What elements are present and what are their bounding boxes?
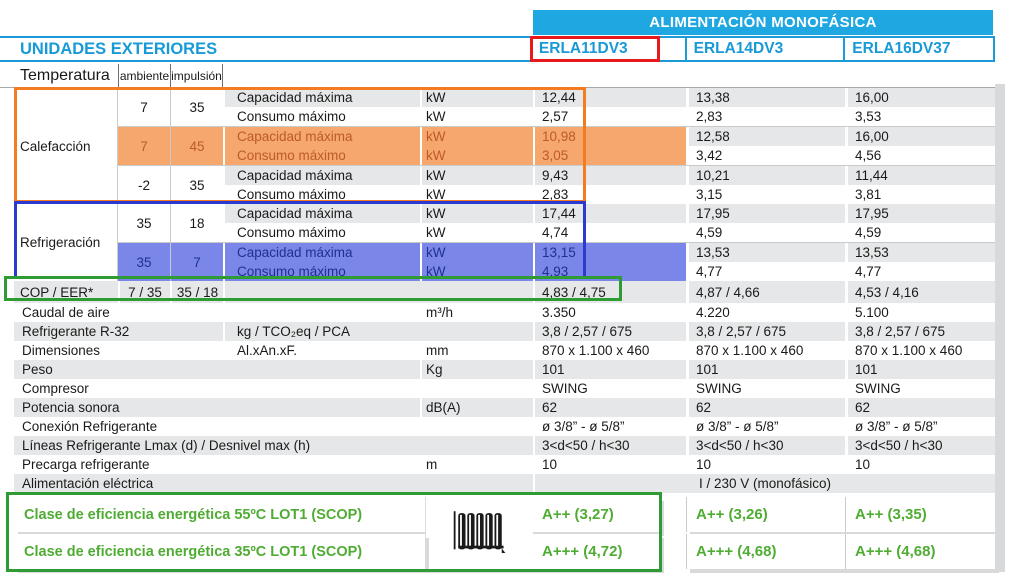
- cell-desc: Consumo máximo: [223, 146, 420, 165]
- table-row: [223, 204, 995, 223]
- cell-value: 2,83: [686, 107, 845, 126]
- cell-value: 4,93: [533, 262, 686, 281]
- cell-unit: kW: [420, 223, 533, 242]
- spec-row: [14, 322, 995, 341]
- spec-row: [14, 379, 995, 398]
- cell-desc: Consumo máximo: [223, 223, 420, 242]
- ambient-temp: 35: [136, 215, 152, 231]
- table-row: [223, 243, 995, 262]
- flow-temp: 35: [170, 88, 223, 126]
- cell-unit: dB(A): [420, 398, 533, 417]
- spec-row: [14, 360, 995, 379]
- cell-desc: Al.xAn.xF.: [223, 341, 420, 360]
- spec-label: Refrigerante R-32: [22, 324, 130, 339]
- cell-desc: Capacidad máxima: [223, 243, 420, 262]
- cell-value: 10: [845, 455, 995, 474]
- spec-label: Conexión Refrigerante: [22, 419, 158, 434]
- cell-value: ø 3/8” - ø 5/8”: [686, 417, 845, 436]
- flow-temp: 18: [170, 204, 223, 242]
- spec-row: [14, 398, 995, 417]
- cell-value: SWING: [686, 379, 845, 398]
- cell-desc: Capacidad máxima: [223, 204, 420, 223]
- cell-value: 2,57: [533, 107, 686, 126]
- spec-label: Dimensiones: [22, 343, 101, 358]
- cell-unit: mm: [420, 341, 533, 360]
- temperature-header-row: [0, 64, 995, 88]
- cell-desc: Capacidad máxima: [223, 127, 420, 146]
- models-row: [0, 36, 995, 62]
- flow-temp: 35: [170, 166, 223, 204]
- table-row: [223, 166, 995, 185]
- spec-label: Caudal de aire: [22, 305, 110, 320]
- cell-value: 4,77: [686, 262, 845, 281]
- cell-unit: m³/h: [420, 303, 533, 322]
- table-row: [223, 88, 995, 107]
- cell-value: 3<d<50 / h<30: [533, 436, 686, 455]
- power-supply-header: ALIMENTACIÓN MONOFÁSICA: [533, 10, 993, 35]
- cell-value: 101: [533, 360, 686, 379]
- cell-value: 3,8 / 2,57 / 675: [845, 322, 995, 341]
- cell-unit: kW: [420, 166, 533, 185]
- spec-row: [14, 341, 995, 360]
- cell-value: 4,83 / 4,75: [533, 281, 686, 303]
- cell-value: 13,53: [845, 243, 995, 262]
- cell-value: 17,95: [845, 204, 995, 223]
- heating-section: [14, 88, 995, 204]
- flow-temp: 7: [170, 243, 223, 281]
- cell-value: 62: [686, 398, 845, 417]
- cell-unit: kW: [420, 185, 533, 204]
- efficiency-value: A++ (3,27): [533, 497, 660, 532]
- efficiency-section: [14, 497, 995, 569]
- cooling-group-highlighted: [118, 242, 995, 281]
- cell-value: 10: [686, 455, 845, 474]
- spec-label: Peso: [22, 362, 53, 377]
- cell-value: 16,00: [845, 127, 995, 146]
- model-name: ERLA16DV37: [843, 38, 993, 60]
- cell-value: SWING: [845, 379, 995, 398]
- table-row: [223, 127, 995, 146]
- cell-value: 10: [533, 455, 686, 474]
- cell-value: 4,53 / 4,16: [845, 281, 995, 303]
- cell-value: 3,81: [845, 185, 995, 204]
- cell-value: 16,00: [845, 88, 995, 107]
- cop-eer-row: [14, 281, 995, 303]
- ambient-temp: 35: [118, 243, 170, 281]
- table-row: [223, 262, 995, 281]
- cell-value: 870 x 1.100 x 460: [686, 341, 845, 360]
- cell-value: 11,44: [845, 166, 995, 185]
- spec-row: [14, 436, 995, 455]
- spec-label: Alimentación eléctrica: [22, 476, 154, 491]
- ambient-temp: 7: [118, 127, 170, 165]
- ambient-temp: 7: [140, 99, 148, 115]
- spec-row: [14, 474, 995, 493]
- cell-unit: kW: [420, 243, 533, 262]
- table-row: [223, 223, 995, 242]
- efficiency-value: A+++ (4,68): [686, 534, 845, 569]
- cell-unit: kW: [420, 146, 533, 165]
- cell-desc: Capacidad máxima: [223, 88, 420, 107]
- cell-value: 9,43: [533, 166, 686, 185]
- table-row: [223, 107, 995, 126]
- efficiency-value: A+++ (4,72): [533, 534, 660, 569]
- temperature-label: Temperatura: [20, 66, 110, 84]
- spec-row: [14, 455, 995, 474]
- model-name: ERLA14DV3: [685, 38, 844, 60]
- radiator-icon: [425, 497, 533, 569]
- efficiency-value: A++ (3,26): [686, 497, 845, 532]
- cell-value: 3<d<50 / h<30: [686, 436, 845, 455]
- spec-table: [14, 88, 995, 493]
- cell-unit: kW: [420, 204, 533, 223]
- flow-column-header: impulsión: [170, 64, 223, 87]
- cell-value: 3<d<50 / h<30: [845, 436, 995, 455]
- cell-value: 13,53: [686, 243, 845, 262]
- table-drop-shadow: [995, 84, 1005, 572]
- spec-row: [14, 417, 995, 436]
- section-title: UNIDADES EXTERIORES: [20, 39, 218, 58]
- cop-ambient: 7 / 35: [118, 281, 170, 303]
- cell-value: 3,42: [686, 146, 845, 165]
- efficiency-label: Clase de eficiencia energética 35ºC LOT1 (SCOP): [14, 534, 425, 569]
- cell-value: 12,58: [686, 127, 845, 146]
- cell-value: 4,77: [845, 262, 995, 281]
- cell-value: 870 x 1.100 x 460: [533, 341, 686, 360]
- cell-unit: kW: [420, 262, 533, 281]
- cell-desc: Consumo máximo: [223, 262, 420, 281]
- cell-value: ø 3/8” - ø 5/8”: [845, 417, 995, 436]
- cell-desc: Consumo máximo: [223, 107, 420, 126]
- cell-value: 3.350: [533, 303, 686, 322]
- cell-value: 870 x 1.100 x 460: [845, 341, 995, 360]
- spec-label: Precarga refrigerante: [22, 457, 150, 472]
- cooling-group: [118, 204, 995, 242]
- cooling-section: [14, 204, 995, 281]
- cell-value: 4.220: [686, 303, 845, 322]
- table-row: [223, 146, 995, 165]
- heating-group: [118, 165, 995, 204]
- cell-value: 3,05: [533, 146, 686, 165]
- heating-group: [118, 88, 995, 126]
- cell-value: 2,83: [533, 185, 686, 204]
- cell-value: 62: [845, 398, 995, 417]
- cell-value: 4,74: [533, 223, 686, 242]
- cell-value: 12,44: [533, 88, 686, 107]
- heating-group-highlighted: [118, 126, 995, 165]
- cell-value: 17,44: [533, 204, 686, 223]
- cooling-label: Refrigeración: [20, 235, 101, 250]
- cell-value: 3,53: [845, 107, 995, 126]
- cell-value: 4,59: [686, 223, 845, 242]
- cell-value: 4,59: [845, 223, 995, 242]
- cell-unit: kW: [420, 88, 533, 107]
- heating-label: Calefacción: [20, 138, 91, 154]
- cell-unit: kW: [420, 107, 533, 126]
- flow-temp: 45: [170, 127, 223, 165]
- model-name: ERLA11DV3: [538, 40, 628, 57]
- spec-label: Potencia sonora: [22, 400, 120, 415]
- ambient-temp: -2: [137, 177, 150, 193]
- spec-row: [14, 303, 995, 322]
- cell-value: 3,8 / 2,57 / 675: [686, 322, 845, 341]
- cell-unit: kW: [420, 127, 533, 146]
- cell-value: 4,56: [845, 146, 995, 165]
- efficiency-label: Clase de eficiencia energética 55ºC LOT1 (SCOP): [14, 497, 425, 532]
- cell-value: 3,15: [686, 185, 845, 204]
- cell-desc: Consumo máximo: [223, 185, 420, 204]
- efficiency-value: A+++ (4,68): [845, 534, 995, 569]
- cell-value: 5.100: [845, 303, 995, 322]
- ambient-column-header: ambiente: [118, 64, 170, 87]
- cell-unit: Kg: [420, 360, 533, 379]
- cell-value: 10,98: [533, 127, 686, 146]
- cell-value: 17,95: [686, 204, 845, 223]
- cell-unit: m: [420, 455, 533, 474]
- cell-value: 101: [686, 360, 845, 379]
- efficiency-value: A++ (3,35): [845, 497, 995, 532]
- cell-value: 4,87 / 4,66: [686, 281, 845, 303]
- cell-value: 10,21: [686, 166, 845, 185]
- spec-label: Líneas Refrigerante Lmax (d) / Desnivel max (h): [22, 438, 311, 453]
- table-row: [223, 185, 995, 204]
- cell-value: 3,8 / 2,57 / 675: [533, 322, 686, 341]
- cell-value-merged: I / 230 V (monofásico): [533, 474, 995, 493]
- cell-value: 101: [845, 360, 995, 379]
- cell-value: 13,15: [533, 243, 686, 262]
- cell-desc: kg / TCO₂eq / PCA: [223, 322, 533, 341]
- spec-label: Compresor: [22, 381, 89, 396]
- cop-label: COP / EER*: [20, 284, 94, 300]
- cell-value: SWING: [533, 379, 686, 398]
- cop-flow: 35 / 18: [170, 281, 223, 303]
- cell-value: ø 3/8” - ø 5/8”: [533, 417, 686, 436]
- cell-desc: Capacidad máxima: [223, 166, 420, 185]
- cell-value: 13,38: [686, 88, 845, 107]
- cell-value: 62: [533, 398, 686, 417]
